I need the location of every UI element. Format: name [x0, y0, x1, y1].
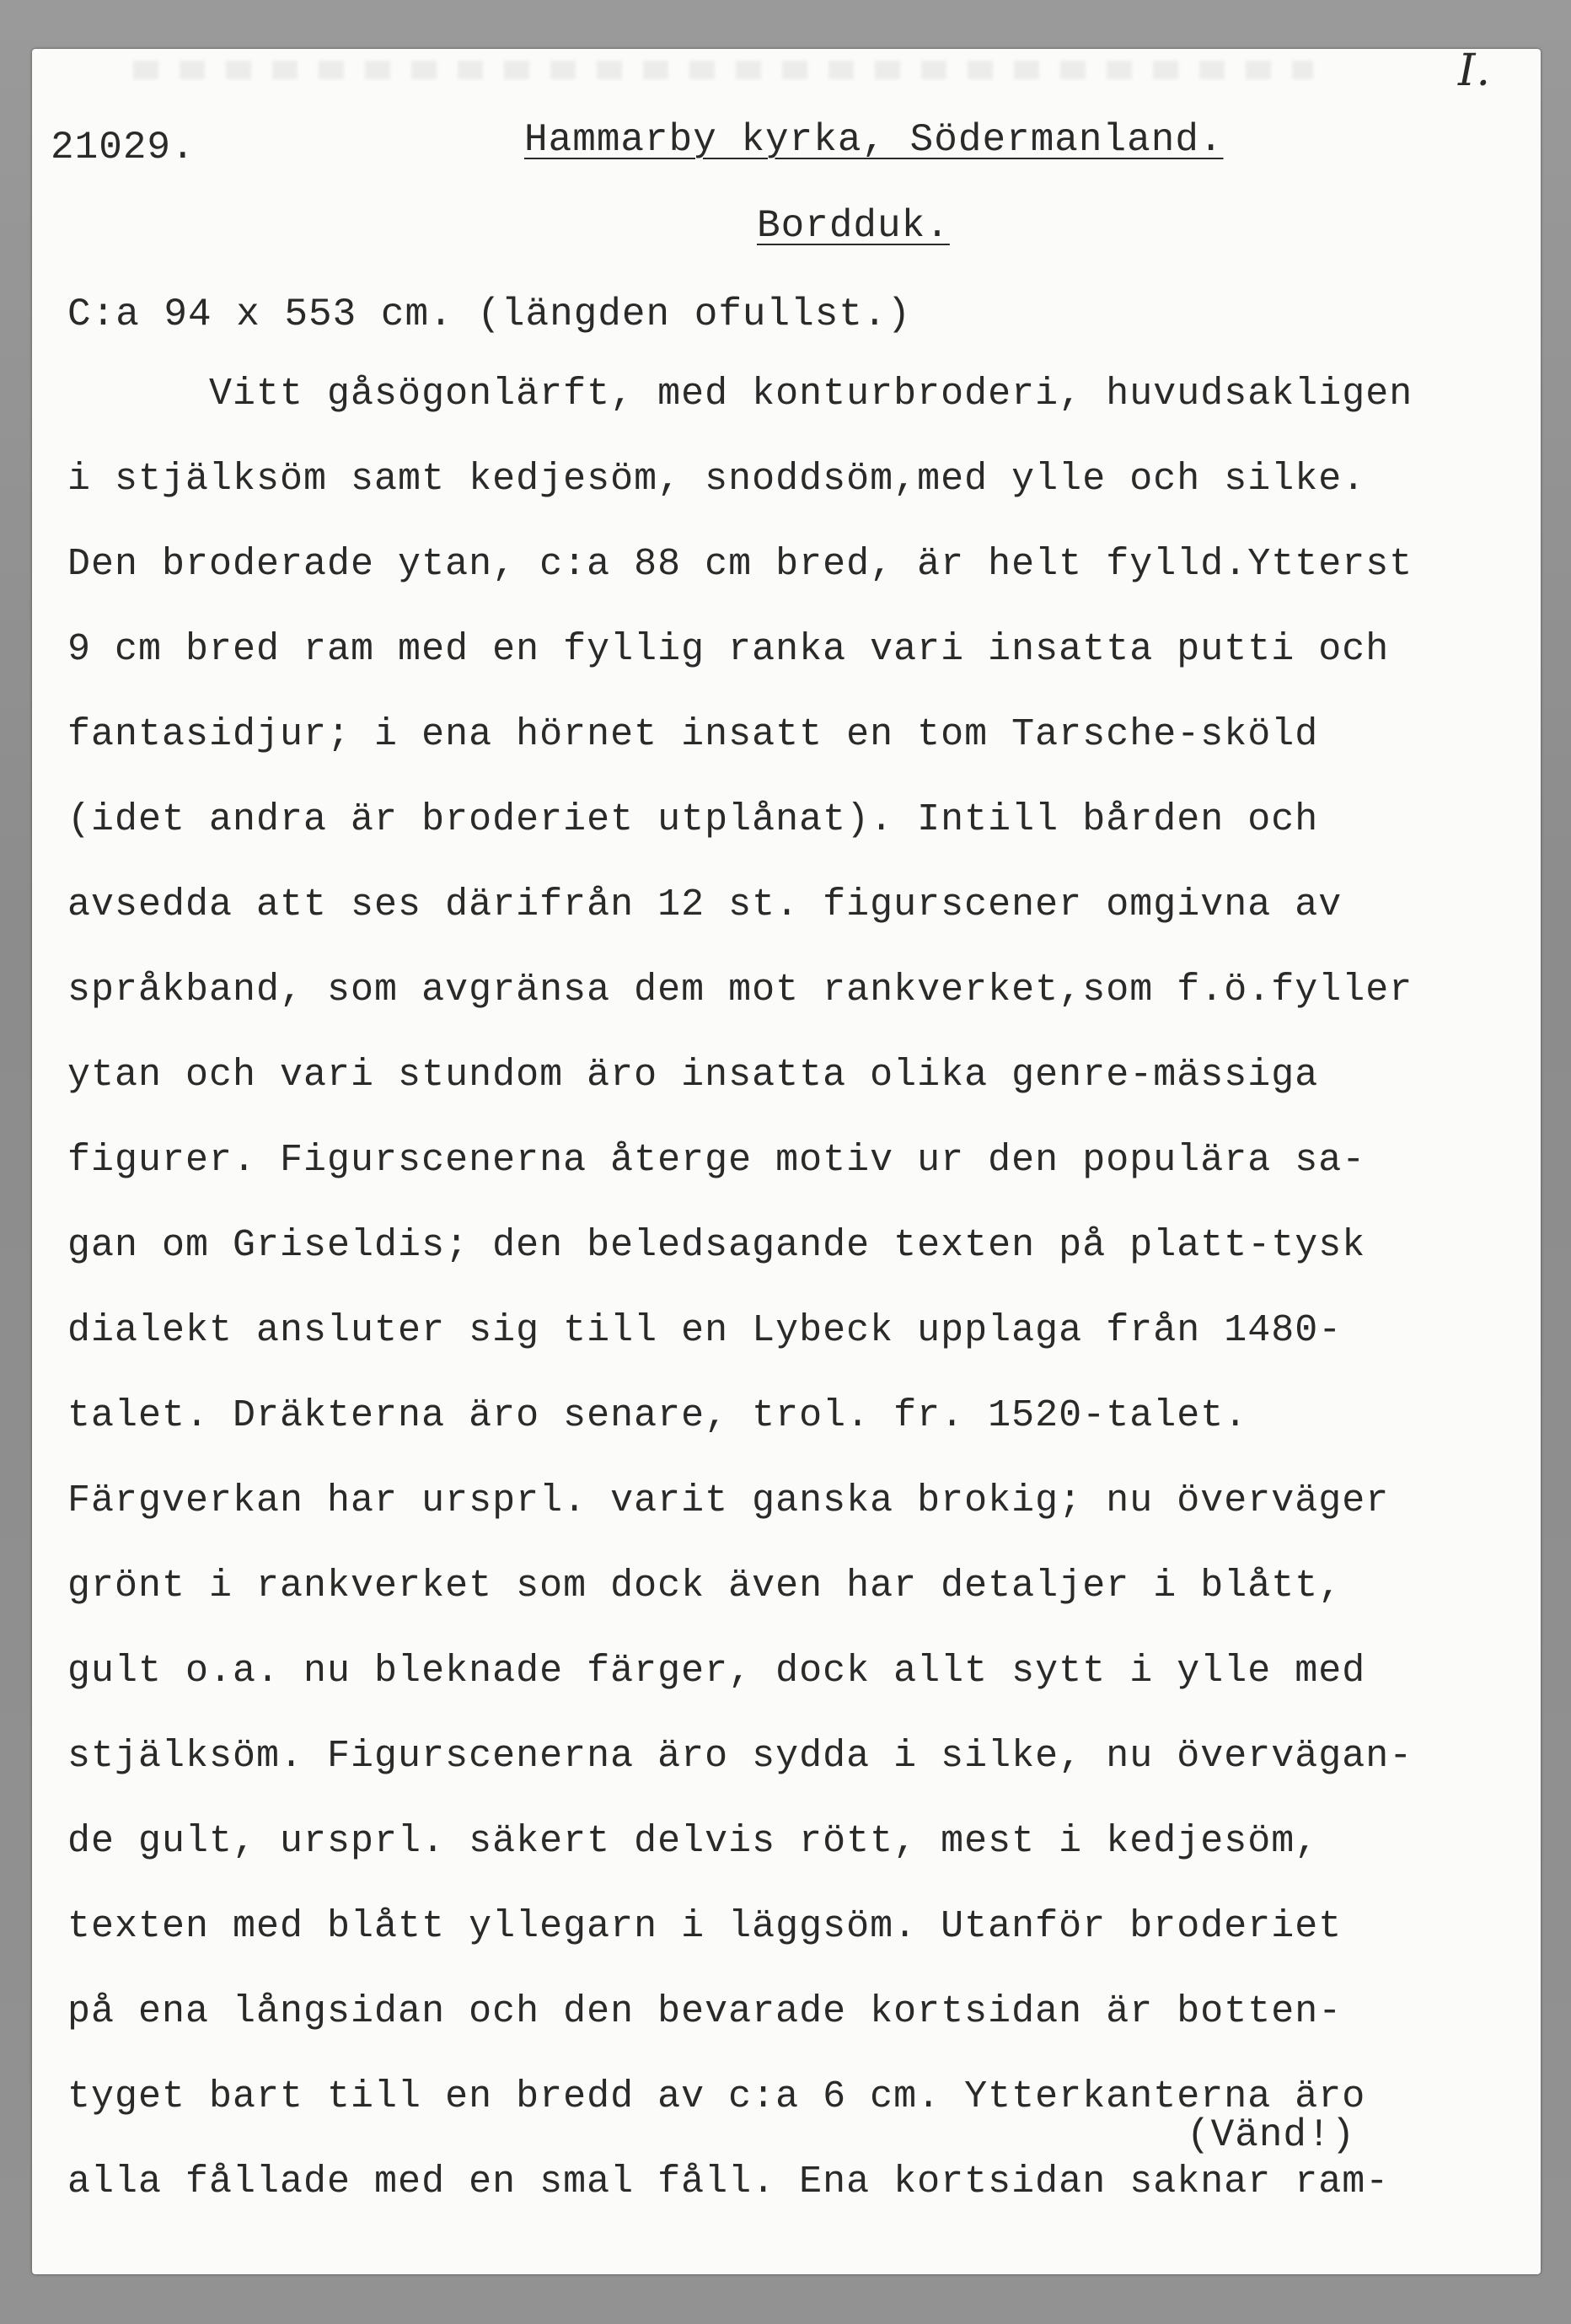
faded-header-text	[133, 61, 1313, 79]
body-line: gult o.a. nu bleknade färger, dock allt sytt i ylle med	[67, 1650, 1366, 1693]
body-line: språkband, som avgränsa dem mot rankverket,som f.ö.fyller	[67, 969, 1413, 1012]
body-line: Färgverkan har ursprl. varit ganska brokig; nu överväger	[67, 1479, 1390, 1522]
body-line: Vitt gåsögonlärft, med konturbroderi, huvudsakligen	[67, 373, 1413, 416]
body-line: Den broderade ytan, c:a 88 cm bred, är helt fylld.Ytterst	[67, 543, 1413, 586]
body-line: tyget bart till en bredd av c:a 6 cm. Ytterkanterna äro	[67, 2075, 1366, 2118]
body-line: stjälksöm. Figurscenerna äro sydda i silke, nu övervägan-	[67, 1735, 1413, 1778]
body-line: 9 cm bred ram med en fyllig ranka vari insatta putti och	[67, 628, 1390, 671]
page-number: I.	[1458, 46, 1492, 96]
body-line: de gult, ursprl. säkert delvis rött, mest i kedjesöm,	[67, 1820, 1319, 1863]
body-line: alla fållade med en smal fåll. Ena kortsidan saknar ram-	[67, 2160, 1390, 2203]
body-line: figurer. Figurscenerna återge motiv ur den populära sa-	[67, 1139, 1366, 1182]
body-line: talet. Dräkterna äro senare, trol. fr. 1520-talet.	[67, 1394, 1248, 1437]
catalog-number: 21029.	[51, 126, 196, 169]
body-line: på ena långsidan och den bevarade kortsidan är botten-	[67, 1990, 1343, 2033]
body-line: grönt i rankverket som dock även har detaljer i blått,	[67, 1565, 1343, 1607]
body-line: texten med blått yllegarn i läggsöm. Utanför broderiet	[67, 1905, 1343, 1948]
location-heading: Hammarby kyrka, Södermanland.	[524, 118, 1224, 162]
body-line: fantasidjur; i ena hörnet insatt en tom Tarsche-sköld	[67, 713, 1319, 756]
body-line: gan om Griseldis; den beledsagande texten på platt-tysk	[67, 1224, 1366, 1267]
turn-note: (Vänd!)	[1187, 2113, 1356, 2157]
body-line: avsedda att ses därifrån 12 st. figurscener omgivna av	[67, 883, 1343, 926]
object-title: Bordduk.	[757, 204, 950, 248]
body-line: (idet andra är broderiet utplånat). Intill bården och	[67, 798, 1319, 841]
dimensions: C:a 94 x 553 cm. (längden ofullst.)	[67, 293, 912, 336]
body-line: ytan och vari stundom äro insatta olika genre-mässiga	[67, 1054, 1319, 1097]
body-line: i stjälksöm samt kedjesöm, snoddsöm,med ylle och silke.	[67, 458, 1366, 501]
body-line: dialekt ansluter sig till en Lybeck upplaga från 1480-	[67, 1309, 1343, 1352]
